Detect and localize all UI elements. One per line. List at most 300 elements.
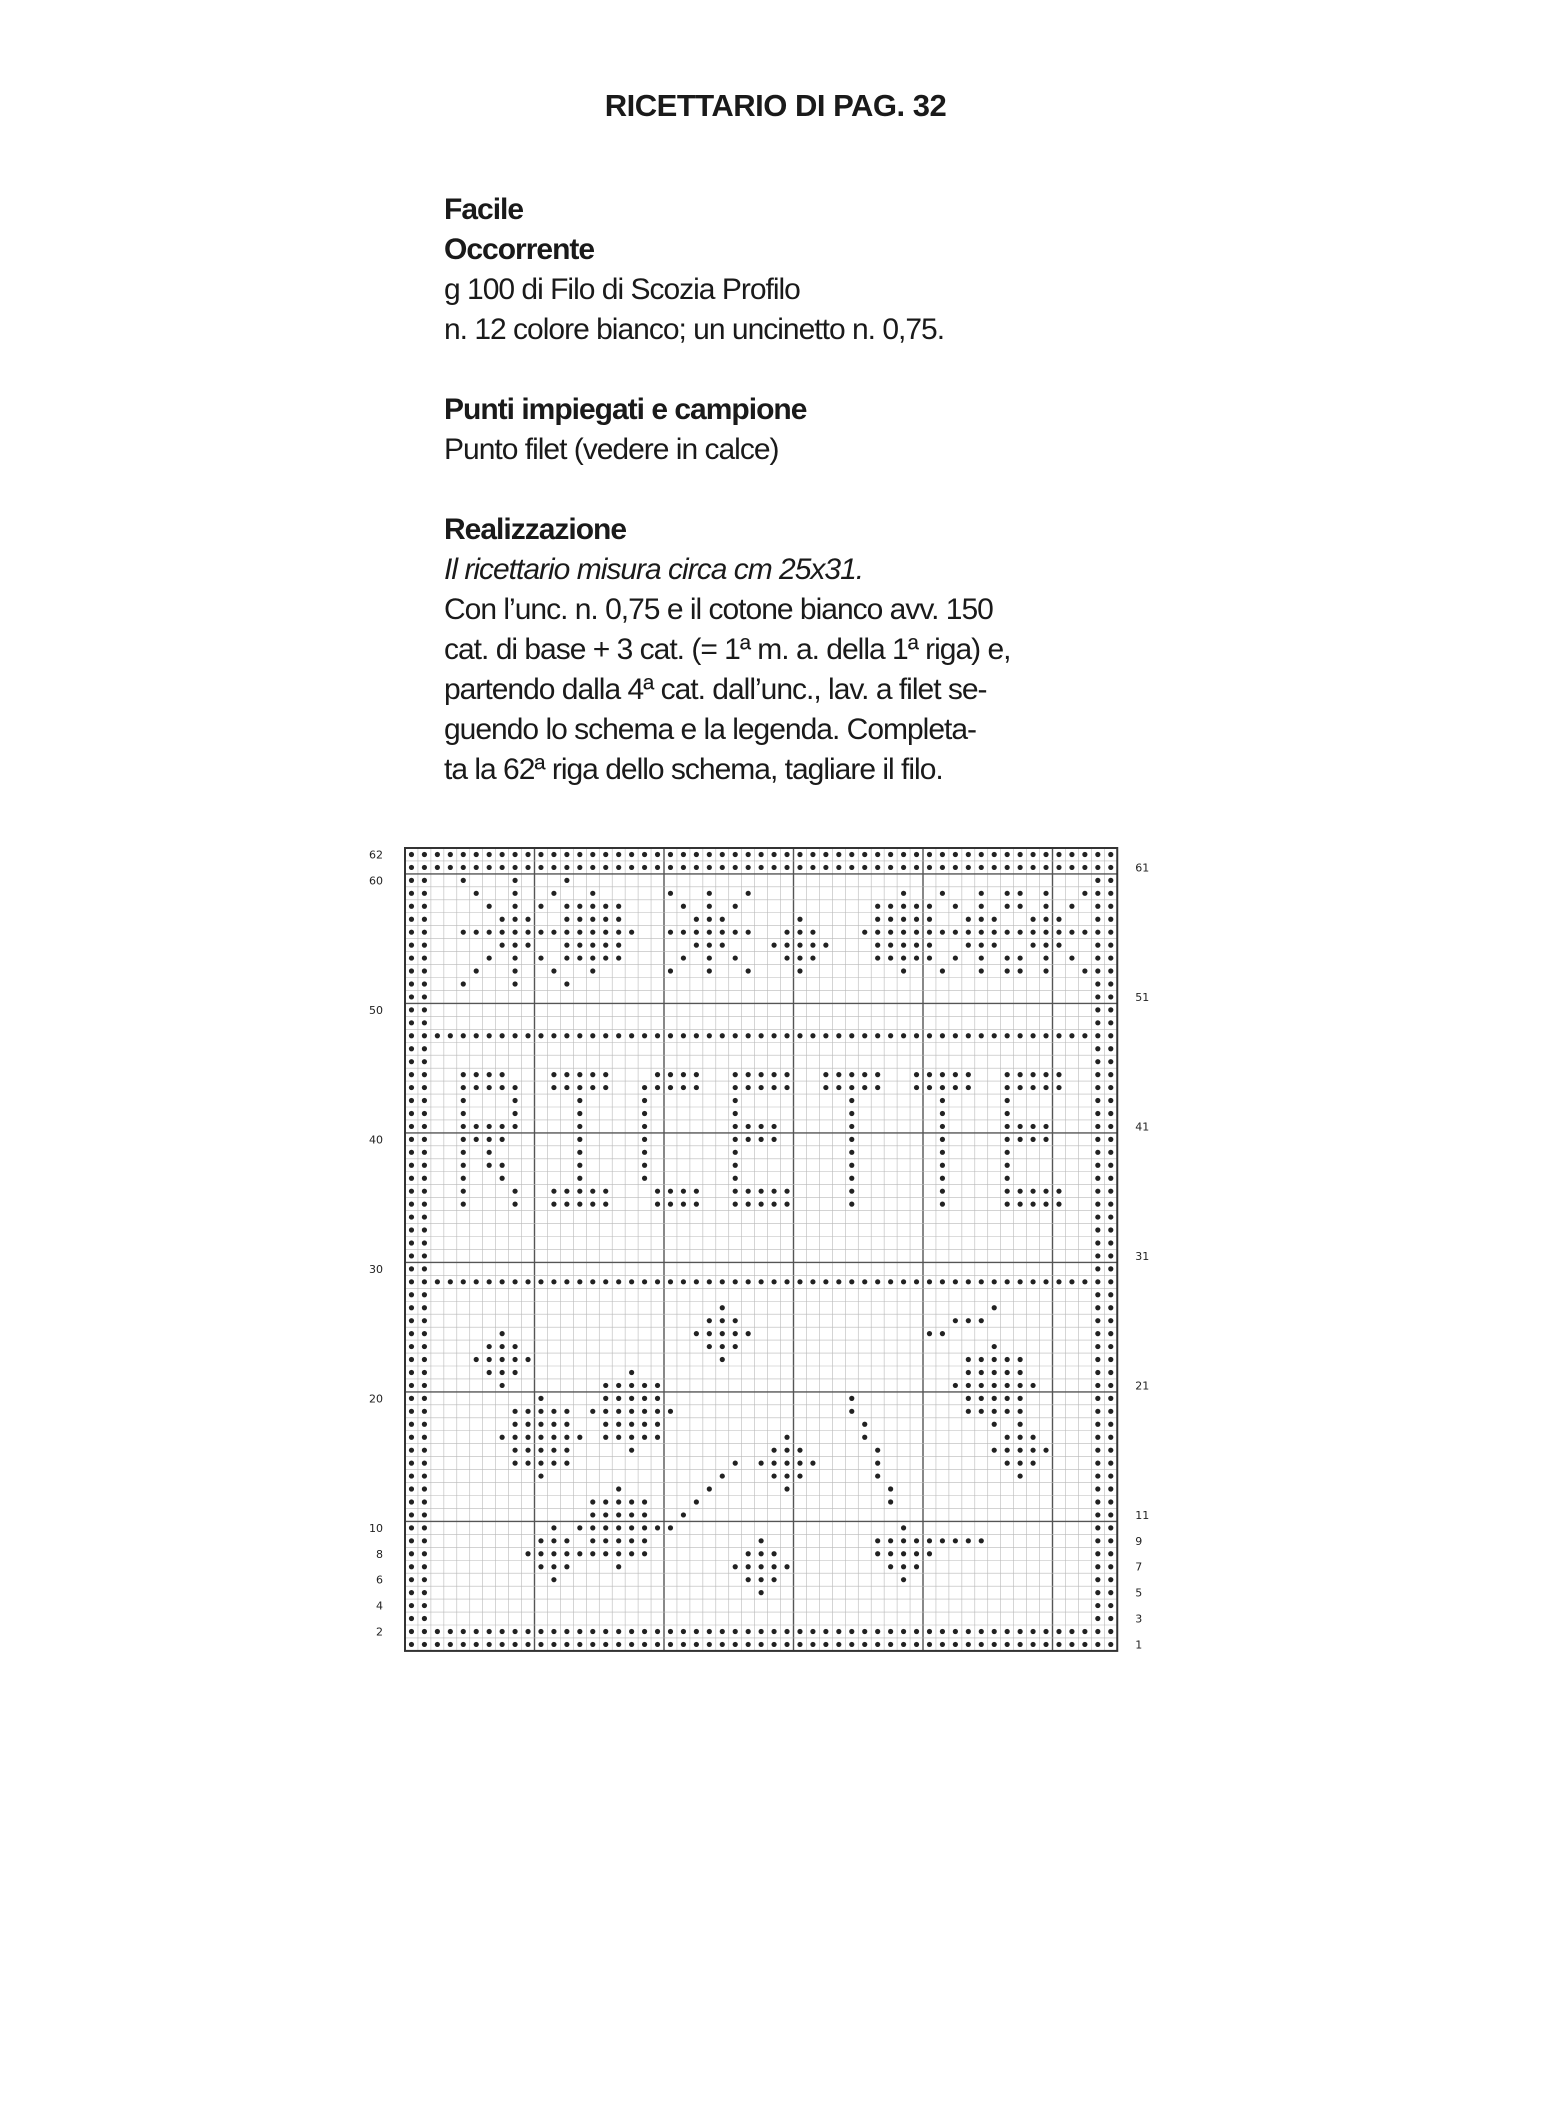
filled-square — [422, 1383, 427, 1388]
filled-square — [771, 1577, 776, 1582]
filled-square — [784, 1486, 789, 1491]
filled-square — [512, 865, 517, 870]
filled-square — [525, 1448, 530, 1453]
filled-square — [836, 852, 841, 857]
filled-square — [629, 1370, 634, 1375]
filled-square — [1108, 1253, 1113, 1258]
filled-square — [422, 1357, 427, 1362]
filled-square — [655, 1629, 660, 1634]
filled-square — [927, 904, 932, 909]
filled-square — [875, 904, 880, 909]
filled-square — [629, 1629, 634, 1634]
filled-square — [1108, 1370, 1113, 1375]
filled-square — [901, 917, 906, 922]
filled-square — [422, 1007, 427, 1012]
filled-square — [810, 852, 815, 857]
filled-square — [642, 1124, 647, 1129]
filled-square — [603, 1383, 608, 1388]
filled-square — [500, 1344, 505, 1349]
filled-square — [616, 1564, 621, 1569]
filled-square — [1108, 1357, 1113, 1362]
filled-square — [603, 1525, 608, 1530]
filled-square — [901, 904, 906, 909]
filled-square — [487, 930, 492, 935]
filled-square — [1069, 930, 1074, 935]
filled-square — [1095, 1227, 1100, 1232]
filled-square — [603, 1435, 608, 1440]
filled-square — [927, 955, 932, 960]
filled-square — [1108, 1512, 1113, 1517]
filled-square — [564, 1629, 569, 1634]
filled-square — [538, 1396, 543, 1401]
filled-square — [577, 1435, 582, 1440]
filled-square — [1005, 1189, 1010, 1194]
filled-square — [849, 1409, 854, 1414]
filled-square — [538, 1033, 543, 1038]
filled-square — [1005, 1435, 1010, 1440]
filled-square — [1005, 1629, 1010, 1634]
filled-square — [836, 1085, 841, 1090]
filled-square — [642, 1163, 647, 1168]
filled-square — [590, 1202, 595, 1207]
filled-square — [551, 1551, 556, 1556]
filled-square — [888, 955, 893, 960]
filled-square — [681, 904, 686, 909]
filled-square — [409, 930, 414, 935]
filled-square — [1005, 1202, 1010, 1207]
filled-square — [487, 1137, 492, 1142]
filled-square — [901, 1577, 906, 1582]
filled-square — [720, 1033, 725, 1038]
filled-square — [1005, 1409, 1010, 1414]
filled-square — [603, 943, 608, 948]
filled-square — [577, 1137, 582, 1142]
filled-square — [409, 1266, 414, 1271]
filled-square — [979, 1318, 984, 1323]
filled-square — [655, 1189, 660, 1194]
filled-square — [1108, 1409, 1113, 1414]
filled-square — [577, 1150, 582, 1155]
filled-square — [668, 1072, 673, 1077]
filled-square — [525, 1461, 530, 1466]
filled-square — [1108, 1525, 1113, 1530]
filled-square — [979, 1409, 984, 1414]
filled-square — [797, 1033, 802, 1038]
filled-square — [409, 904, 414, 909]
filled-square — [694, 852, 699, 857]
filled-square — [1069, 1033, 1074, 1038]
filled-square — [1069, 904, 1074, 909]
filled-square — [1018, 1629, 1023, 1634]
filled-square — [655, 1085, 660, 1090]
filled-square — [1108, 1642, 1113, 1647]
filled-square — [953, 1072, 958, 1077]
filled-square — [461, 1163, 466, 1168]
filled-square — [1082, 968, 1087, 973]
filled-square — [551, 1629, 556, 1634]
filled-square — [927, 1072, 932, 1077]
filled-square — [668, 1642, 673, 1647]
filled-square — [888, 1499, 893, 1504]
filled-square — [810, 1033, 815, 1038]
filled-square — [409, 878, 414, 883]
filled-square — [914, 904, 919, 909]
filled-square — [422, 930, 427, 935]
filled-square — [422, 1202, 427, 1207]
filled-square — [707, 943, 712, 948]
filled-square — [616, 930, 621, 935]
filled-square — [784, 1629, 789, 1634]
filled-square — [668, 891, 673, 896]
filled-square — [538, 1409, 543, 1414]
filled-square — [1095, 1085, 1100, 1090]
filled-square — [512, 943, 517, 948]
filled-square — [1005, 1085, 1010, 1090]
filled-square — [771, 1202, 776, 1207]
filled-square — [707, 1642, 712, 1647]
filet-chart — [350, 838, 1180, 1668]
filled-square — [487, 1072, 492, 1077]
filled-square — [1108, 1033, 1113, 1038]
filled-square — [1095, 1590, 1100, 1595]
filled-square — [1108, 1305, 1113, 1310]
filled-square — [823, 1033, 828, 1038]
filled-square — [1005, 865, 1010, 870]
filled-square — [927, 852, 932, 857]
filled-square — [1082, 1033, 1087, 1038]
filled-square — [888, 1279, 893, 1284]
filled-square — [500, 1279, 505, 1284]
filled-square — [810, 865, 815, 870]
filled-square — [1095, 1538, 1100, 1543]
filled-square — [888, 1538, 893, 1543]
filled-square — [1108, 1111, 1113, 1116]
filled-square — [1108, 1422, 1113, 1427]
filled-square — [564, 1435, 569, 1440]
filled-square — [500, 1072, 505, 1077]
filled-square — [564, 1072, 569, 1077]
filled-square — [422, 1033, 427, 1038]
filled-square — [979, 1383, 984, 1388]
filled-square — [849, 1085, 854, 1090]
filled-square — [707, 930, 712, 935]
filled-square — [590, 1409, 595, 1414]
filled-square — [538, 1473, 543, 1478]
filled-square — [914, 1629, 919, 1634]
filled-square — [1005, 1357, 1010, 1362]
filled-square — [992, 1344, 997, 1349]
filled-square — [1043, 1124, 1048, 1129]
filled-square — [940, 852, 945, 857]
filled-square — [1018, 1072, 1023, 1077]
filled-square — [1043, 1072, 1048, 1077]
filled-square — [1095, 994, 1100, 999]
filled-square — [551, 865, 556, 870]
filled-square — [771, 1072, 776, 1077]
filled-square — [759, 1189, 764, 1194]
filled-square — [771, 1642, 776, 1647]
filled-square — [759, 1629, 764, 1634]
filled-square — [1095, 1512, 1100, 1517]
filled-square — [1069, 865, 1074, 870]
filled-square — [707, 865, 712, 870]
filled-square — [1005, 968, 1010, 973]
filled-square — [409, 1616, 414, 1621]
filled-square — [823, 852, 828, 857]
filled-square — [771, 1551, 776, 1556]
filled-square — [784, 1202, 789, 1207]
filled-square — [564, 1279, 569, 1284]
filled-square — [487, 955, 492, 960]
filled-square — [953, 1629, 958, 1634]
filled-square — [642, 1629, 647, 1634]
filled-square — [966, 1370, 971, 1375]
filled-square — [1030, 917, 1035, 922]
filled-square — [1056, 1642, 1061, 1647]
filled-square — [720, 865, 725, 870]
filled-square — [577, 930, 582, 935]
filled-square — [1095, 1616, 1100, 1621]
filled-square — [1030, 1642, 1035, 1647]
filled-square — [966, 1279, 971, 1284]
filled-square — [1043, 1137, 1048, 1142]
filled-square — [642, 1279, 647, 1284]
filled-square — [409, 1111, 414, 1116]
filled-square — [409, 1227, 414, 1232]
filled-square — [1043, 943, 1048, 948]
filled-square — [655, 1279, 660, 1284]
filled-square — [797, 955, 802, 960]
filled-square — [525, 852, 530, 857]
filled-square — [551, 968, 556, 973]
filled-square — [422, 1461, 427, 1466]
filled-square — [1018, 1033, 1023, 1038]
filled-square — [771, 1461, 776, 1466]
filled-square — [512, 891, 517, 896]
filled-square — [422, 1240, 427, 1245]
filled-square — [538, 1448, 543, 1453]
filled-square — [771, 1448, 776, 1453]
filled-square — [1005, 1072, 1010, 1077]
filled-square — [694, 1331, 699, 1336]
filled-square — [422, 1590, 427, 1595]
filled-square — [577, 1085, 582, 1090]
filled-square — [577, 1202, 582, 1207]
filled-square — [759, 1137, 764, 1142]
filled-square — [1108, 1227, 1113, 1232]
filled-square — [1095, 1007, 1100, 1012]
filled-square — [1082, 891, 1087, 896]
filled-square — [461, 930, 466, 935]
filled-square — [681, 1202, 686, 1207]
filled-square — [1108, 1020, 1113, 1025]
filled-square — [979, 1033, 984, 1038]
filled-square — [733, 955, 738, 960]
filled-square — [461, 878, 466, 883]
filled-square — [551, 1422, 556, 1427]
filled-square — [409, 1551, 414, 1556]
filled-square — [746, 1072, 751, 1077]
filled-square — [474, 1137, 479, 1142]
filled-square — [564, 1202, 569, 1207]
filled-square — [681, 930, 686, 935]
filled-square — [979, 904, 984, 909]
filled-square — [901, 865, 906, 870]
filled-square — [681, 1033, 686, 1038]
filled-square — [616, 1499, 621, 1504]
filled-square — [1095, 1111, 1100, 1116]
filled-square — [966, 1357, 971, 1362]
filled-square — [422, 1266, 427, 1271]
filled-square — [655, 1202, 660, 1207]
filled-square — [1108, 852, 1113, 857]
filled-square — [422, 1072, 427, 1077]
filled-square — [1082, 930, 1087, 935]
filled-square — [512, 1189, 517, 1194]
filled-square — [564, 955, 569, 960]
filled-square — [771, 1124, 776, 1129]
filled-square — [422, 917, 427, 922]
filled-square — [500, 1124, 505, 1129]
filled-square — [1108, 1279, 1113, 1284]
filled-square — [733, 1279, 738, 1284]
filled-square — [642, 1409, 647, 1414]
filled-square — [1095, 968, 1100, 973]
filled-square — [1030, 1435, 1035, 1440]
filled-square — [1095, 1240, 1100, 1245]
filled-square — [409, 1525, 414, 1530]
filled-square — [590, 930, 595, 935]
row-label: 41 — [1135, 1120, 1150, 1134]
filled-square — [1108, 1383, 1113, 1388]
filled-square — [422, 1473, 427, 1478]
filled-square — [759, 1461, 764, 1466]
filled-square — [707, 968, 712, 973]
filled-square — [512, 981, 517, 986]
filled-square — [422, 1642, 427, 1647]
filled-square — [422, 1150, 427, 1155]
filled-square — [746, 1331, 751, 1336]
filled-square — [1005, 1448, 1010, 1453]
filled-square — [914, 1085, 919, 1090]
filled-square — [1108, 968, 1113, 973]
filled-square — [797, 917, 802, 922]
filled-square — [849, 1176, 854, 1181]
filled-square — [551, 1072, 556, 1077]
filled-square — [538, 1279, 543, 1284]
filled-square — [409, 1486, 414, 1491]
row-label: 50 — [369, 1003, 383, 1017]
filled-square — [927, 943, 932, 948]
filled-square — [603, 1538, 608, 1543]
filled-square — [1108, 1629, 1113, 1634]
filled-square — [642, 1396, 647, 1401]
filled-square — [1108, 878, 1113, 883]
filled-square — [642, 1642, 647, 1647]
filled-square — [512, 1279, 517, 1284]
filled-square — [590, 1072, 595, 1077]
filled-square — [629, 1525, 634, 1530]
filled-square — [616, 917, 621, 922]
filled-square — [1095, 1318, 1100, 1323]
filled-square — [616, 1551, 621, 1556]
row-label: 20 — [369, 1392, 383, 1406]
filled-square — [888, 930, 893, 935]
filled-square — [681, 1642, 686, 1647]
filled-square — [409, 1331, 414, 1336]
filled-square — [629, 1448, 634, 1453]
filled-square — [577, 1629, 582, 1634]
filled-square — [461, 1085, 466, 1090]
filled-square — [836, 865, 841, 870]
filled-square — [422, 1486, 427, 1491]
filled-square — [810, 1629, 815, 1634]
filled-square — [979, 943, 984, 948]
filled-square — [487, 1150, 492, 1155]
filled-square — [1018, 968, 1023, 973]
filled-square — [409, 1214, 414, 1219]
filled-square — [1095, 1150, 1100, 1155]
filled-square — [694, 1499, 699, 1504]
filled-square — [409, 1629, 414, 1634]
filled-square — [1069, 852, 1074, 857]
making-heading: Realizzazione — [444, 513, 627, 546]
filled-square — [590, 865, 595, 870]
filled-square — [564, 852, 569, 857]
filled-square — [940, 1163, 945, 1168]
filled-square — [681, 1085, 686, 1090]
filled-square — [797, 1279, 802, 1284]
filled-square — [461, 1279, 466, 1284]
filled-square — [603, 1202, 608, 1207]
filled-square — [901, 1538, 906, 1543]
filled-square — [733, 1163, 738, 1168]
filled-square — [668, 1409, 673, 1414]
filled-square — [409, 1279, 414, 1284]
filled-square — [603, 1642, 608, 1647]
filled-square — [914, 943, 919, 948]
filled-square — [409, 1124, 414, 1129]
filled-square — [616, 1033, 621, 1038]
filled-square — [422, 1020, 427, 1025]
filled-square — [694, 1072, 699, 1077]
filled-square — [1030, 1137, 1035, 1142]
filled-square — [1030, 930, 1035, 935]
filled-square — [1043, 1189, 1048, 1194]
filled-square — [1095, 1214, 1100, 1219]
filled-square — [512, 1098, 517, 1103]
filled-square — [409, 1396, 414, 1401]
filled-square — [992, 943, 997, 948]
filled-square — [629, 1435, 634, 1440]
filled-square — [1095, 1279, 1100, 1284]
filled-square — [590, 955, 595, 960]
filled-square — [409, 1059, 414, 1064]
filled-square — [500, 865, 505, 870]
filled-square — [564, 1564, 569, 1569]
filled-square — [836, 1033, 841, 1038]
filled-square — [422, 1137, 427, 1142]
filled-square — [784, 1085, 789, 1090]
filled-square — [849, 1111, 854, 1116]
filled-square — [1056, 1033, 1061, 1038]
making-line: cat. di base + 3 cat. (= 1ª m. a. della 1ª riga) e, — [444, 633, 1011, 666]
filled-square — [707, 1033, 712, 1038]
filled-square — [992, 1629, 997, 1634]
filled-square — [642, 1512, 647, 1517]
filled-square — [1056, 865, 1061, 870]
filled-square — [681, 865, 686, 870]
